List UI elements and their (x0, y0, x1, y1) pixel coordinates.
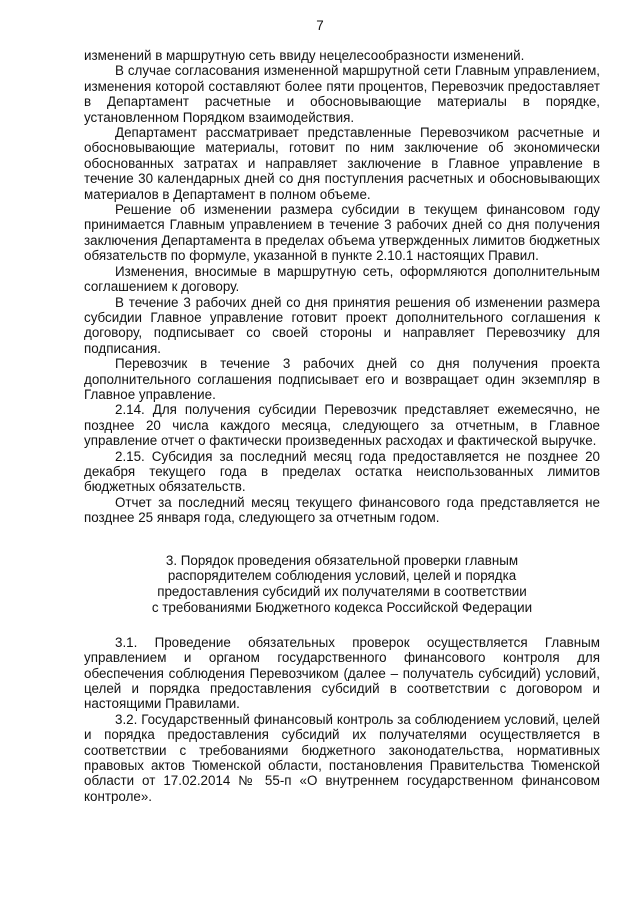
paragraph-continuation: изменений в маршрутную сеть ввиду нецелесообразности изменений. (84, 48, 525, 63)
paragraph: Решение об изменении размера субсидии в текущем финансовом году принимается Главным управлением в течение 3 рабочих дней со дня получения заключения Департамента в пределах объема утвержденных лимитов бюджетных обязательств по формуле, указанной в пункте 2.10.1 настоящих Правил. (84, 202, 600, 264)
paragraph-3-1: 3.1. Проведение обязательных проверок осуществляется Главным управлением и органом государственного финансового контроля для обеспечения соблюдения Перевозчиком (далее – получатель субсидий) условий, целей и порядка предоставления субсидий в соответствии с договором и настоящими Правилами. (84, 634, 600, 712)
paragraph: Отчет за последний месяц текущего финансового года представляется не позднее 25 января года, следующего за отчетным годом. (84, 494, 600, 526)
paragraph: Перевозчик в течение 3 рабочих дней со дня получения проекта дополнительного соглашения подписывает его и возвращает один экземпляр в Главное управление. (84, 356, 600, 402)
section-heading-line: распорядителем соблюдения условий, целей и порядка (167, 568, 517, 584)
section-heading-line: 3. Порядок проведения обязательной проверки главным (165, 552, 519, 568)
paragraph: В течение 3 рабочих дней со дня принятия решения об изменении размера субсидии Главное управление готовит проект дополнительного соглашения к договору, подписывает со своей стороны и направляет Перевозчику для подписания. (84, 294, 600, 356)
paragraph-3-2: 3.2. Государственный финансовый контроль за соблюдением условий, целей и порядка предоставления субсидий их получателями осуществляется в соответствии с требованиями бюджетного законодательства, нормативных правовых актов Тюменской области, постановления Правительства Тюменской области от 17.02.2014 № 55-п «О внутреннем государственном финансовом контроле». (84, 711, 600, 804)
paragraph-2-14: 2.14. Для получения субсидии Перевозчик представляет ежемесячно, не позднее 20 числа каждого месяца, следующего за отчетным, в Главное управление отчет о фактически произведенных расходах и фактической выручке. (84, 402, 600, 449)
paragraph: Департамент рассматривает представленные Перевозчиком расчетные и обосновывающие материалы, готовит по ним заключение об экономически обоснованных затратах и направляет заключение в Главное управление в течение 30 календарных дней со дня поступления расчетных и обосновывающих материалов в Департамент в полном объеме. (84, 125, 600, 202)
paragraph-2-15: 2.15. Субсидия за последний месяц года предоставляется не позднее 20 декабря текущего года в пределах остатка неиспользованных лимитов бюджетных обязательств. (84, 448, 600, 495)
section-heading (84, 553, 600, 616)
paragraph: Изменения, вносимые в маршрутную сеть, оформляются дополнительным соглашением к договору. (84, 263, 600, 295)
document-body (84, 48, 600, 804)
section-heading-line: с требованиями Бюджетного кодекса Российской Федерации (151, 599, 533, 615)
paragraph: В случае согласования измененной маршрутной сети Главным управлением, изменения которой составляют более пяти процентов, Перевозчик предоставляет в Департамент расчетные и обосновывающие материалы в порядке, установленном Порядком взаимодействия. (84, 63, 600, 125)
page-number: 7 (316, 18, 324, 33)
section-heading-line: предоставления субсидий их получателями в соответствии (157, 584, 527, 600)
